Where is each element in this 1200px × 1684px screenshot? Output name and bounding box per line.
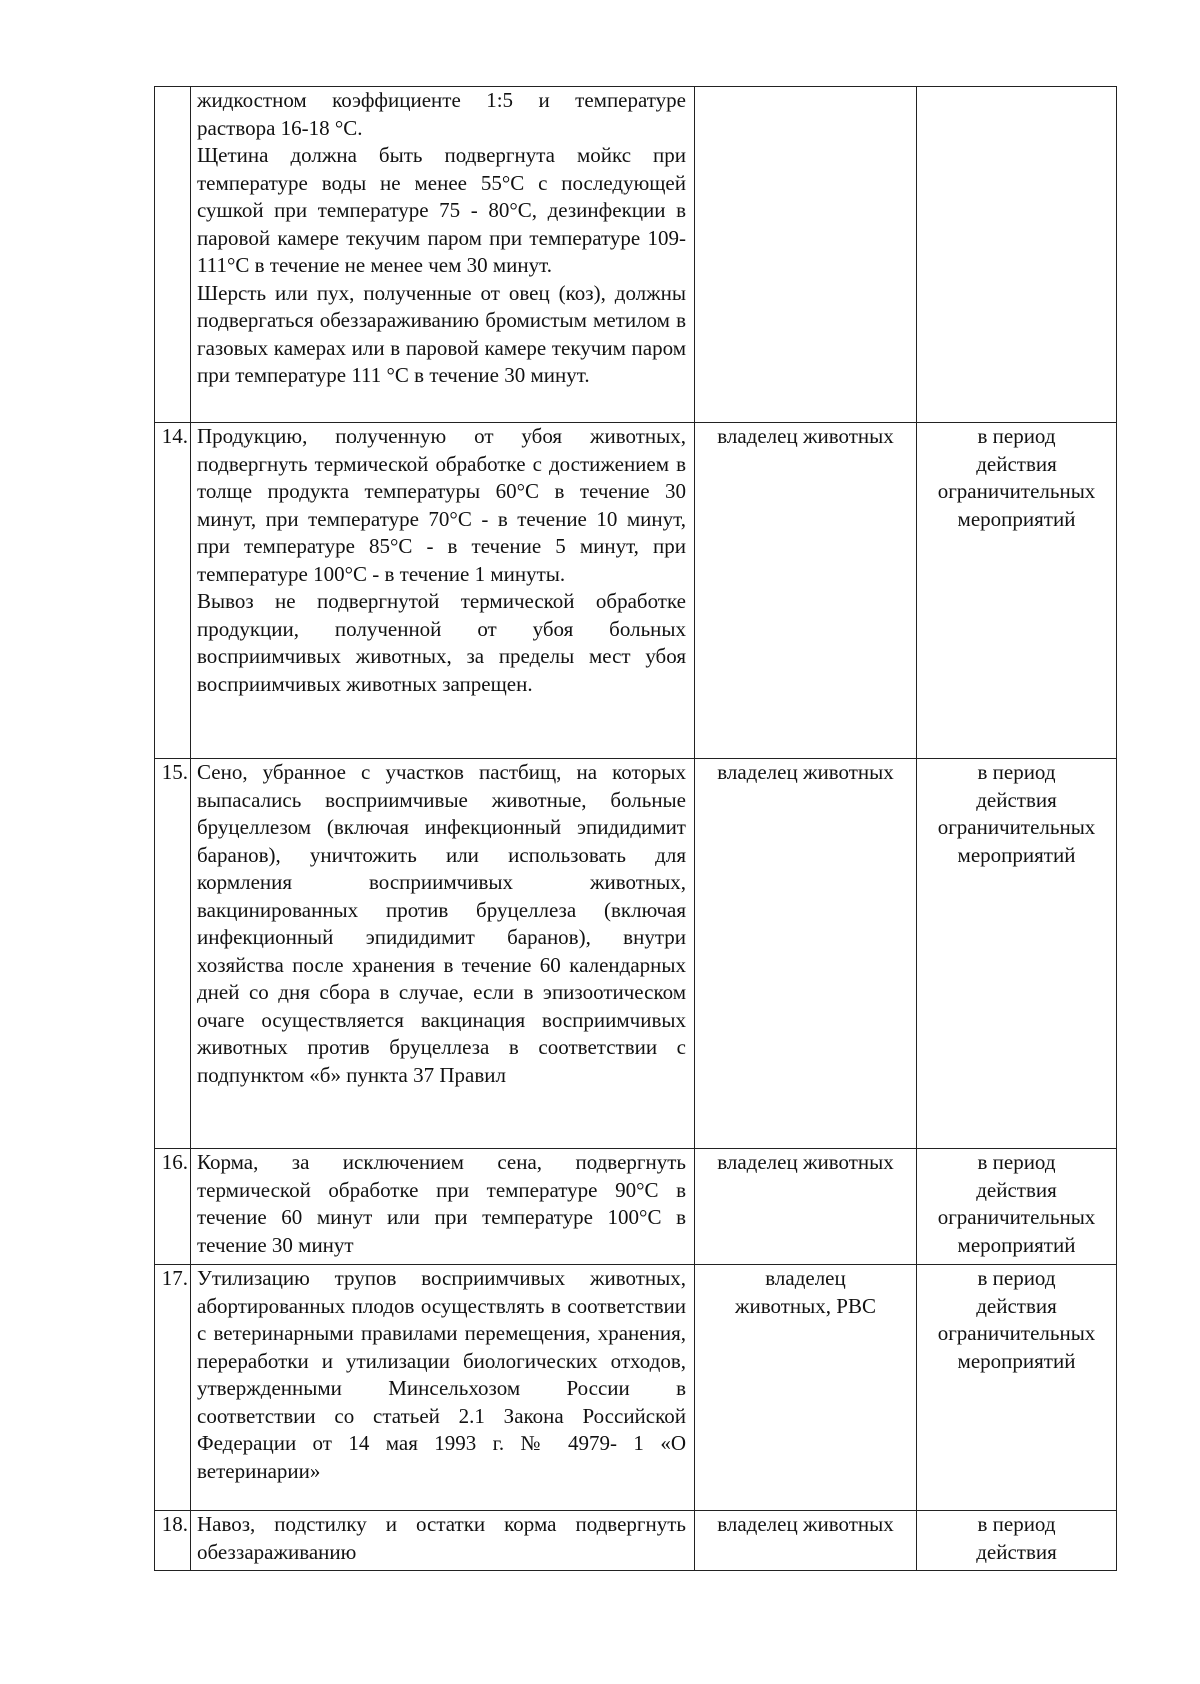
row-number: 17. xyxy=(155,1265,191,1511)
responsible-party: владелец животных xyxy=(695,1149,917,1265)
measure-text: Корма, за исключением сена, подвергнуть термической обработке при температуре 90°С в течение 60 минут или при температуре 100°С в течение 30 минут xyxy=(191,1149,695,1265)
table-row xyxy=(155,423,1117,759)
responsible-party: владелец животных, РВС xyxy=(695,1265,917,1511)
row-number xyxy=(155,87,191,423)
execution-term: в период действия ограничительных мероприятий xyxy=(917,423,1117,759)
responsible-party: владелец животных xyxy=(695,423,917,759)
row-number: 15. xyxy=(155,759,191,1149)
measure-text: Сено, убранное с участков пастбищ, на которых выпасались восприимчивые животные, больные бруцеллезом (включая инфекционный эпидидимит баранов), уничтожить или использовать для кормления восприимчивых животных, вакцинированных против бруцеллеза (включая инфекционный эпидидимит баранов), внутри хозяйства после хранения в течение 60 календарных дней со дня сбора в случае, если в эпизоотическом очаге осуществляется вакцинация восприимчивых животных против бруцеллеза в соответствии с подпунктом «б» пункта 37 Правил xyxy=(191,759,695,1149)
table-row xyxy=(155,1265,1117,1511)
measure-text: Навоз, подстилку и остатки корма подвергнуть обеззараживанию xyxy=(191,1511,695,1571)
execution-term: в период действия ограничительных мероприятий xyxy=(917,1265,1117,1511)
row-number: 16. xyxy=(155,1149,191,1265)
execution-term: в период действия xyxy=(917,1511,1117,1571)
responsible-party: владелец животных xyxy=(695,759,917,1149)
table-row xyxy=(155,1149,1117,1265)
execution-term: в период действия ограничительных мероприятий xyxy=(917,759,1117,1149)
row-number: 18. xyxy=(155,1511,191,1571)
responsible-party: владелец животных xyxy=(695,1511,917,1571)
row-number: 14. xyxy=(155,423,191,759)
execution-term: в период действия ограничительных мероприятий xyxy=(917,1149,1117,1265)
measure-text: жидкостном коэффициенте 1:5 и температуре раствора 16-18 °С. Щетина должна быть подвергнута мойкс при температуре воды не менее 55°С с последующей сушкой при температуре 75 - 80°С, дезинфекции в паровой камере текучим паром при температуре 109-111°С в течение не менее чем 30 минут. Шерсть или пух, полученные от овец (коз), должны подвергаться обеззараживанию бромистым метилом в газовых камерах или в паровой камере текучим паром при температуре 111 °С в течение 30 минут. xyxy=(191,87,695,423)
measure-text: Продукцию, полученную от убоя животных, подвергнуть термической обработке с достижением в толще продукта температуры 60°С в течение 30 минут, при температуре 70°С - в течение 10 минут, при температуре 85°С - в течение 5 минут, при температуре 100°С - в течение 1 минуты. Вывоз не подвергнутой термической обработке продукции, полученной от убоя больных восприимчивых животных, за пределы мест убоя восприимчивых животных запрещен. xyxy=(191,423,695,759)
measures-table xyxy=(154,86,1117,1571)
table-row xyxy=(155,87,1117,423)
execution-term xyxy=(917,87,1117,423)
table-row xyxy=(155,759,1117,1149)
responsible-party xyxy=(695,87,917,423)
measure-text: Утилизацию трупов восприимчивых животных, абортированных плодов осуществлять в соответствии с ветеринарными правилами перемещения, хранения, переработки и утилизации биологических отходов, утвержденными Минсельхозом России в соответствии со статьей 2.1 Закона Российской Федерации от 14 мая 1993 г. № 4979- 1 «О ветеринарии» xyxy=(191,1265,695,1511)
table-row xyxy=(155,1511,1117,1571)
